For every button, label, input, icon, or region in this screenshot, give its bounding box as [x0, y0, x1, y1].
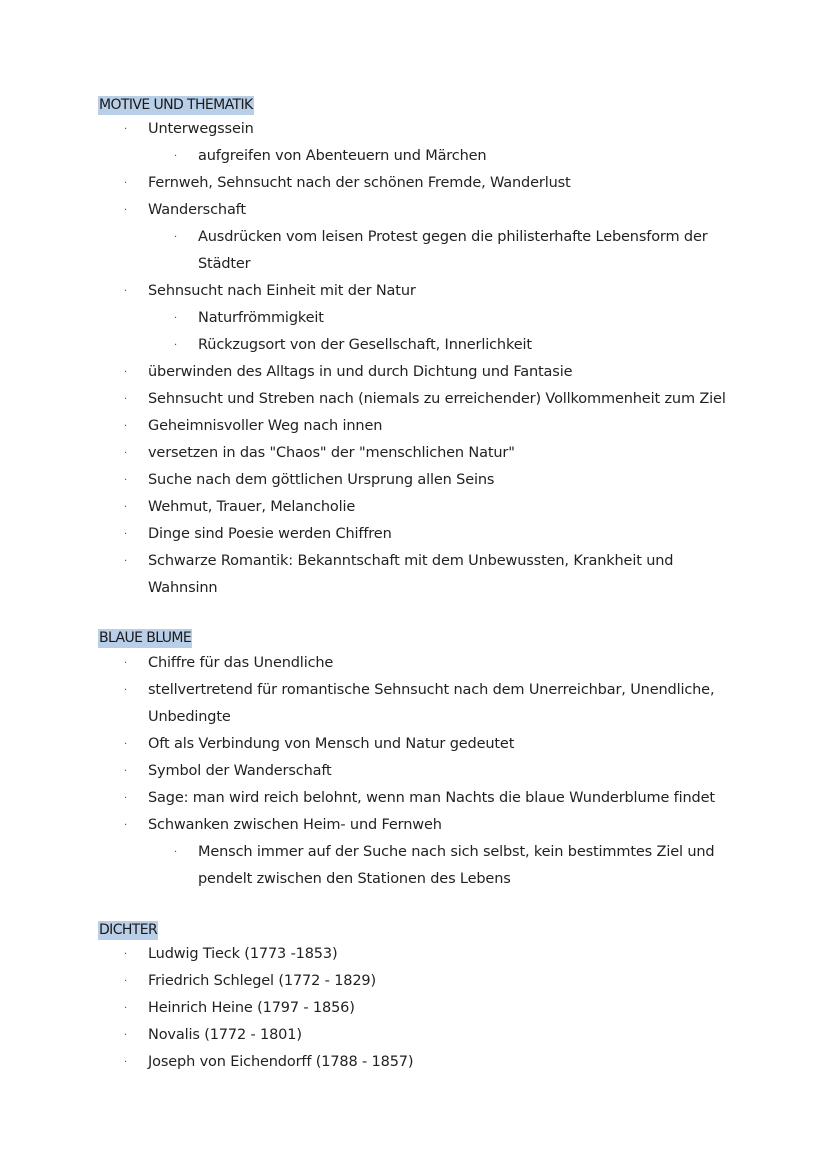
list-item [0, 995, 828, 1022]
list-item [0, 731, 828, 758]
list-item [0, 812, 828, 839]
bullet-icon: · [174, 847, 178, 858]
bullet-icon: · [124, 1003, 128, 1014]
bullet-icon: · [124, 529, 128, 540]
list-item [0, 941, 828, 968]
list-item-text: versetzen in das "Chaos" der "menschlichen Natur" [148, 445, 515, 461]
list-item [0, 521, 828, 548]
bullet-icon: · [124, 1057, 128, 1068]
bullet-icon: · [124, 949, 128, 960]
list-item [0, 677, 828, 731]
section-heading: MOTIVE UND THEMATIK [99, 97, 253, 113]
sub-list-item [0, 839, 828, 893]
list-item-text: Novalis (1772 - 1801) [148, 1027, 302, 1043]
list-item-text: Naturfrömmigkeit [198, 310, 324, 326]
sub-list-item [0, 224, 828, 278]
list-item-text: Mensch immer auf der Suche nach sich selbst, kein bestimmtes Ziel und [198, 844, 715, 860]
list-item-text: Schwanken zwischen Heim- und Fernweh [148, 817, 442, 833]
list-item-text: Joseph von Eichendorff (1788 - 1857) [148, 1054, 414, 1070]
bullet-icon: · [124, 556, 128, 567]
bullet-icon: · [124, 766, 128, 777]
bullet-icon: · [124, 976, 128, 987]
list-item [0, 386, 828, 413]
bullet-icon: · [124, 205, 128, 216]
list-item-text: Oft als Verbindung von Mensch und Natur gedeutet [148, 736, 515, 752]
list-item-text: Rückzugsort von der Gesellschaft, Innerlichkeit [198, 337, 532, 353]
list-item [0, 1022, 828, 1049]
list-item-text: Wehmut, Trauer, Melancholie [148, 499, 356, 515]
list-item [0, 197, 828, 224]
bullet-icon: · [124, 448, 128, 459]
bullet-icon: · [124, 475, 128, 486]
list-item-text: Heinrich Heine (1797 - 1856) [148, 1000, 355, 1016]
bullet-icon: · [174, 151, 178, 162]
bullet-icon: · [124, 286, 128, 297]
list-item-text: Geheimnisvoller Weg nach innen [148, 418, 383, 434]
bullet-list [0, 941, 828, 1076]
list-item [0, 758, 828, 785]
bullet-icon: · [124, 739, 128, 750]
list-item-text: Ludwig Tieck (1773 -1853) [148, 946, 338, 962]
list-item [0, 359, 828, 386]
list-item-text: überwinden des Alltags in und durch Dichtung und Fantasie [148, 364, 573, 380]
list-item-text: Sehnsucht nach Einheit mit der Natur [148, 283, 416, 299]
bullet-icon: · [174, 232, 178, 243]
bullet-icon: · [124, 1030, 128, 1041]
list-item-text: stellvertretend für romantische Sehnsucht nach dem Unerreichbar, Unendliche, [148, 682, 715, 698]
list-item-text: Wanderschaft [148, 202, 246, 218]
list-item [0, 785, 828, 812]
list-item-text: Symbol der Wanderschaft [148, 763, 332, 779]
section-heading: BLAUE BLUME [99, 630, 192, 646]
list-item [0, 170, 828, 197]
list-item-text: Friedrich Schlegel (1772 - 1829) [148, 973, 377, 989]
list-item-text: Suche nach dem göttlichen Ursprung allen Seins [148, 472, 495, 488]
list-item-text: Sehnsucht und Streben nach (niemals zu erreichender) Vollkommenheit zum Ziel [148, 391, 726, 407]
list-item-text: Schwarze Romantik: Bekanntschaft mit dem Unbewussten, Krankheit und [148, 553, 674, 569]
list-item-text: Fernweh, Sehnsucht nach der schönen Fremde, Wanderlust [148, 175, 571, 191]
list-item [0, 494, 828, 521]
list-item [0, 968, 828, 995]
list-item [0, 278, 828, 305]
list-item-continuation: pendelt zwischen den Stationen des Lebens [198, 871, 511, 887]
list-item [0, 116, 828, 143]
list-item-continuation: Wahnsinn [148, 580, 218, 596]
list-item-text: Chiffre für das Unendliche [148, 655, 334, 671]
bullet-list [0, 116, 828, 602]
section-heading: DICHTER [99, 922, 158, 938]
bullet-icon: · [124, 124, 128, 135]
bullet-icon: · [124, 394, 128, 405]
list-item [0, 440, 828, 467]
sub-list-item [0, 332, 828, 359]
bullet-icon: · [124, 502, 128, 513]
sub-list-item [0, 305, 828, 332]
list-item-text: aufgreifen von Abenteuern und Märchen [198, 148, 487, 164]
bullet-icon: · [124, 658, 128, 669]
list-item [0, 1049, 828, 1076]
bullet-icon: · [174, 313, 178, 324]
list-item-continuation: Städter [198, 256, 251, 272]
list-item [0, 467, 828, 494]
bullet-icon: · [124, 685, 128, 696]
bullet-list [0, 650, 828, 893]
list-item-text: Dinge sind Poesie werden Chiffren [148, 526, 392, 542]
sub-list-item [0, 143, 828, 170]
list-item-text: Unterwegssein [148, 121, 254, 137]
list-item-text: Sage: man wird reich belohnt, wenn man Nachts die blaue Wunderblume findet [148, 790, 715, 806]
list-item-continuation: Unbedingte [148, 709, 231, 725]
bullet-icon: · [174, 340, 178, 351]
bullet-icon: · [124, 820, 128, 831]
bullet-icon: · [124, 367, 128, 378]
bullet-icon: · [124, 421, 128, 432]
list-item [0, 548, 828, 602]
bullet-icon: · [124, 793, 128, 804]
list-item [0, 650, 828, 677]
bullet-icon: · [124, 178, 128, 189]
list-item-text: Ausdrücken vom leisen Protest gegen die philisterhafte Lebensform der [198, 229, 708, 245]
list-item [0, 413, 828, 440]
